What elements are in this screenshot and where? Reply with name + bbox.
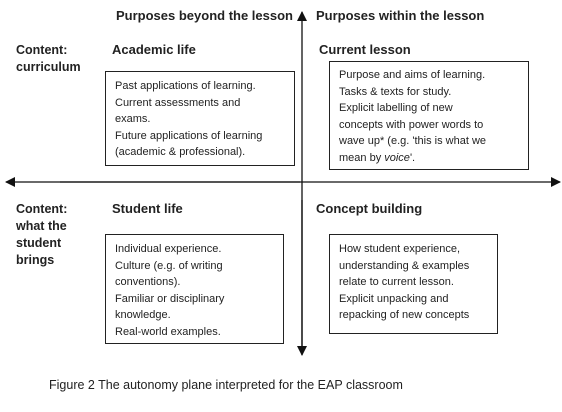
box-line: Past applications of learning. <box>115 80 256 92</box>
row-label-line: what the <box>16 219 67 233</box>
box-line: relate to current lesson. <box>339 276 454 288</box>
row-label-curriculum <box>16 42 81 76</box>
box-line: Explicit unpacking and <box>339 292 449 305</box>
box-line: Tasks & texts for study. <box>339 85 452 98</box>
row-label-line: student <box>16 236 62 250</box>
row-label-line: brings <box>16 253 55 267</box>
row-label-line: Content: <box>16 202 68 216</box>
quadrant-title-student-life: Student life <box>112 201 183 216</box>
box-line: understanding & examples <box>339 259 470 272</box>
box-concept-building <box>329 234 498 334</box>
box-line: Culture (e.g. of writing <box>115 259 223 272</box>
box-line: conventions). <box>115 276 181 288</box>
row-label-line: Content: <box>16 43 68 57</box>
box-line: repacking of new concepts <box>339 309 470 321</box>
box-student-life <box>105 234 284 344</box>
header-beyond-lesson: Purposes beyond the lesson <box>116 8 293 23</box>
row-label-student-brings <box>16 201 67 269</box>
box-line: Real-world examples. <box>115 325 221 338</box>
figure-caption: Figure 2 The autonomy plane interpreted for the EAP classroom <box>49 378 403 392</box>
box-line: mean by voice'. <box>339 151 416 164</box>
box-line: Future applications of learning <box>115 129 263 142</box>
box-line: exams. <box>115 113 151 125</box>
box-line: concepts with power words to <box>339 118 484 131</box>
quadrant-title-academic-life: Academic life <box>112 42 196 57</box>
box-line: wave up* (e.g. 'this is what we <box>339 135 487 147</box>
row-label-line: curriculum <box>16 60 81 74</box>
box-line: Explicit labelling of new <box>339 102 453 114</box>
box-current-lesson <box>329 61 529 170</box>
box-line: Purpose and aims of learning. <box>339 69 486 81</box>
box-line: How student experience, <box>339 243 461 255</box>
box-line: Familiar or disciplinary <box>115 292 225 305</box>
box-academic-life <box>105 71 295 166</box>
box-line: (academic & professional). <box>115 146 246 158</box>
quadrant-title-current-lesson: Current lesson <box>319 42 411 57</box>
box-line: Current assessments and <box>115 96 241 109</box>
quadrant-title-concept-building: Concept building <box>316 201 423 216</box>
box-line: Individual experience. <box>115 243 222 255</box>
header-within-lesson: Purposes within the lesson <box>316 8 485 23</box>
box-line: knowledge. <box>115 309 171 321</box>
